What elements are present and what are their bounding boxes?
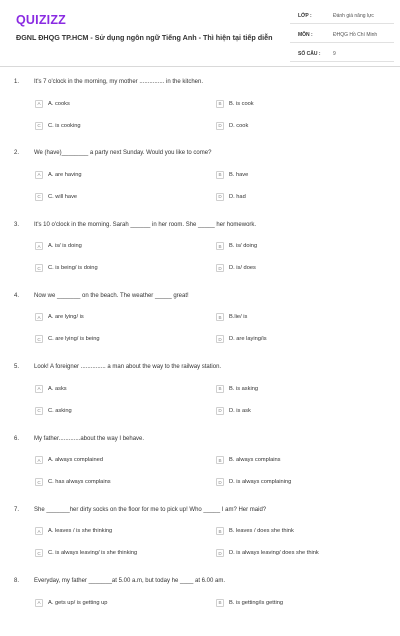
option-text: C. is cooking [48, 122, 81, 129]
option-letter-box: B [216, 313, 224, 321]
option-letter-box: C [35, 122, 43, 130]
option-letter-box: A [35, 527, 43, 535]
option-letter-box: B [216, 599, 224, 607]
question-number: 6. [14, 435, 20, 442]
option-letter-box: B [216, 527, 224, 535]
quizizz-logo: QUIZIZZ [16, 13, 67, 27]
answer-option-d[interactable] [216, 190, 384, 203]
option-text: C. asking [48, 407, 72, 414]
question-text: It's 7 o'clock in the morning, my mother ............... in the kitchen. [34, 79, 204, 85]
option-letter-box: A [35, 456, 43, 464]
answer-option-a[interactable] [35, 168, 203, 181]
question-text: Look! A foreigner ............... a man about the way to the railway station. [34, 364, 222, 371]
option-letter-box: B [216, 171, 224, 179]
option-text: A. gets up/ is getting up [48, 599, 108, 606]
option-letter-box: B [216, 242, 224, 250]
answer-option-b[interactable] [216, 596, 384, 609]
meta-label: LỚP : [298, 13, 312, 19]
answer-option-b[interactable] [216, 168, 384, 181]
answer-option-d[interactable] [216, 404, 384, 417]
option-text: B. leaves / does she think [229, 528, 294, 535]
question-1 [0, 67, 400, 137]
answer-option-c[interactable] [35, 262, 203, 275]
question-text: We (have)________ a party next Sunday. Would you like to come? [34, 150, 212, 157]
option-letter-box: D [216, 193, 224, 201]
question-number: 3. [14, 221, 20, 228]
answer-option-c[interactable] [35, 404, 203, 417]
question-number: 8. [14, 578, 20, 585]
answer-option-a[interactable] [35, 382, 203, 395]
answer-option-d[interactable] [216, 476, 384, 489]
option-text: D. is always complaining [229, 479, 292, 485]
option-text: B. is cook [229, 100, 254, 107]
meta-value: ĐHQG Hồ Chí Minh [333, 32, 378, 38]
answer-option-d[interactable] [216, 262, 384, 275]
answer-option-a[interactable] [35, 454, 203, 467]
option-text: A. always complained [48, 457, 104, 463]
option-letter-box: D [216, 478, 224, 486]
option-letter-box: C [35, 193, 43, 201]
worksheet-header [0, 0, 400, 66]
option-text: B. always complains [229, 457, 281, 463]
answer-option-b[interactable] [216, 240, 384, 253]
option-text: D. is/ does [229, 265, 256, 272]
question-6 [0, 424, 400, 494]
option-letter-box: D [216, 335, 224, 343]
option-text: A. are having [48, 171, 82, 178]
answer-option-c[interactable] [35, 190, 203, 203]
question-8 [0, 566, 400, 636]
question-7 [0, 495, 400, 565]
option-text: C. has always complains [48, 479, 111, 485]
option-letter-box: D [216, 407, 224, 415]
option-text: B. is asking [229, 385, 259, 392]
meta-row-subject [290, 27, 394, 43]
answer-option-a[interactable] [35, 525, 203, 538]
option-text: A. is/ is doing [48, 243, 82, 250]
meta-label: SỐ CÂU : [298, 51, 321, 57]
answer-option-d[interactable] [216, 119, 384, 132]
option-letter-box: C [35, 264, 43, 272]
worksheet-meta [290, 8, 394, 62]
option-letter-box: A [35, 242, 43, 250]
answer-option-d[interactable] [216, 547, 384, 560]
option-text: D. had [229, 193, 246, 200]
option-text: C. is always leaving/ is she thinking [48, 550, 138, 557]
question-text: My father.............about the way I behave. [34, 435, 145, 442]
option-text: C. is being/ is doing [48, 265, 98, 272]
question-text: Now we _______ on the beach. The weather _____ great! [34, 292, 189, 299]
option-letter-box: C [35, 478, 43, 486]
option-text: D. are laying/is [229, 336, 267, 343]
answer-option-a[interactable] [35, 596, 203, 609]
option-text: A. are lying/ is [48, 314, 84, 321]
question-number: 7. [14, 506, 20, 513]
option-letter-box: C [35, 549, 43, 557]
answer-option-c[interactable] [35, 119, 203, 132]
answer-option-b[interactable] [216, 454, 384, 467]
question-text: Everyday, my father _______at 5.00 a.m, but today he ____ at 6.00 am. [34, 578, 226, 585]
question-text: She _______her dirty socks on the floor for me to pick up! Who _____ I am? Her maid? [34, 506, 267, 513]
answer-option-c[interactable] [35, 547, 203, 560]
option-letter-box: C [35, 407, 43, 415]
option-text: B. is/ doing [229, 243, 258, 250]
option-text: D. is ask [229, 407, 251, 414]
meta-value: Đánh giá năng lực [333, 13, 374, 19]
question-3 [0, 210, 400, 280]
option-text: C. are lying/ is being [48, 336, 100, 343]
question-5 [0, 352, 400, 422]
option-text: A. leaves / is she thinking [48, 528, 113, 535]
answer-option-c[interactable] [35, 333, 203, 346]
question-number: 4. [14, 292, 20, 299]
answer-option-a[interactable] [35, 240, 203, 253]
option-text: B. is getting/is getting [229, 599, 284, 606]
question-4 [0, 281, 400, 351]
worksheet-title: ĐGNL ĐHQG TP.HCM - Sử dụng ngôn ngữ Tiếng Anh - Thì hiện tại tiếp diễn [16, 33, 273, 42]
question-number: 2. [14, 150, 20, 157]
meta-row-class [290, 8, 394, 24]
option-letter-box: A [35, 313, 43, 321]
answer-option-c[interactable] [35, 476, 203, 489]
meta-row-count [290, 46, 394, 62]
meta-value: 9 [333, 51, 336, 57]
answer-option-a[interactable] [35, 97, 203, 110]
question-number: 1. [14, 79, 20, 85]
answer-option-a[interactable] [35, 311, 203, 324]
option-text: B. have [229, 171, 249, 178]
option-letter-box: B [216, 385, 224, 393]
answer-option-b[interactable] [216, 311, 384, 324]
answer-option-b[interactable] [216, 525, 384, 538]
answer-option-d[interactable] [216, 333, 384, 346]
answer-option-b[interactable] [216, 97, 384, 110]
option-letter-box: D [216, 549, 224, 557]
option-text: A. cooks [48, 100, 70, 107]
option-letter-box: D [216, 122, 224, 130]
option-letter-box: A [35, 171, 43, 179]
option-letter-box: A [35, 385, 43, 393]
option-letter-box: C [35, 335, 43, 343]
option-letter-box: D [216, 264, 224, 272]
option-letter-box: B [216, 456, 224, 464]
option-text: A. asks [48, 385, 67, 392]
option-text: C. will have [48, 193, 78, 200]
question-2 [0, 138, 400, 208]
option-letter-box: B [216, 100, 224, 108]
question-text: It's 10 o'clock in the morning. Sarah ______ in her room. She _____ her homework. [34, 221, 257, 228]
option-text: B.lie/ is [229, 314, 248, 321]
answer-option-b[interactable] [216, 382, 384, 395]
option-text: D. is always leaving/ does she think [229, 550, 319, 557]
option-letter-box: A [35, 100, 43, 108]
option-letter-box: A [35, 599, 43, 607]
question-number: 5. [14, 364, 20, 371]
meta-label: MÔN : [298, 32, 313, 38]
option-text: D. cook [229, 122, 249, 129]
